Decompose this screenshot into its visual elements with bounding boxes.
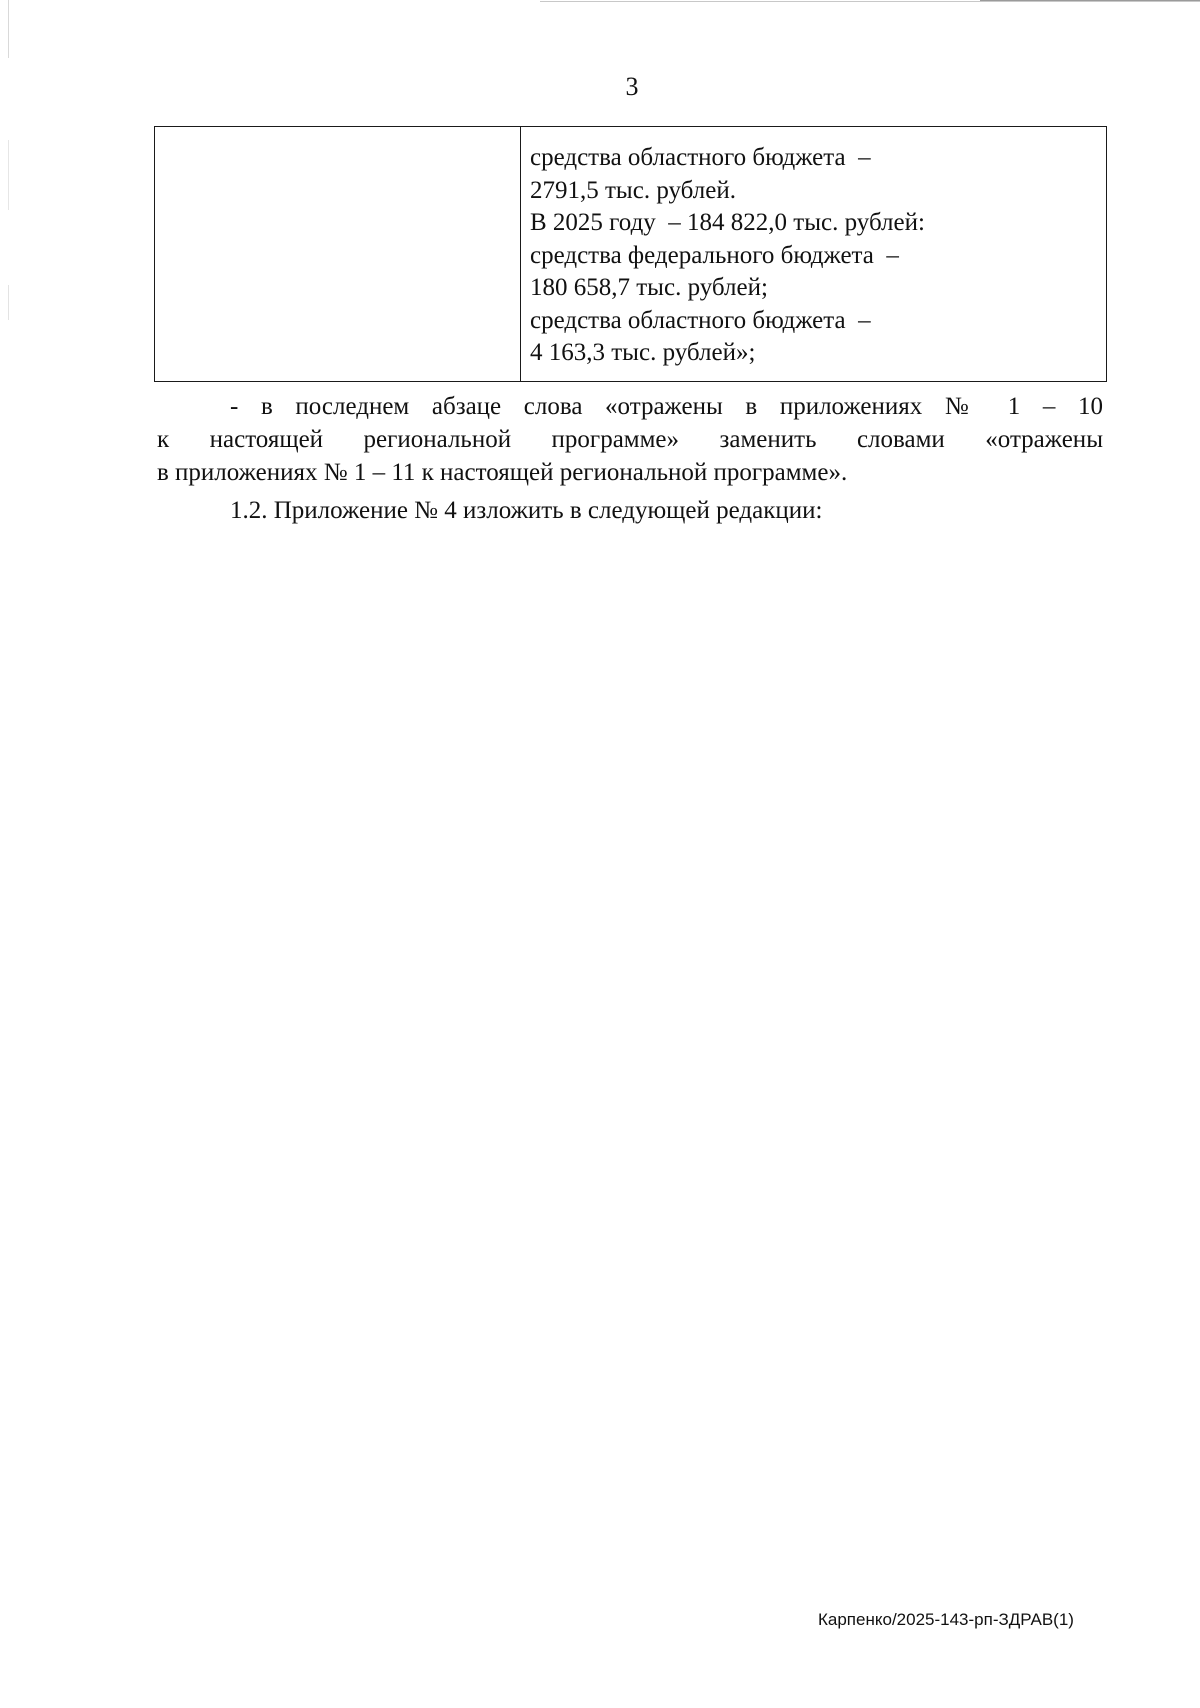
paragraph-line: к настоящей региональной программе» заменить словами «отражены <box>157 426 1103 453</box>
scan-artifact-edge <box>8 140 9 210</box>
item-paragraph: 1.2. Приложение № 4 изложить в следующей редакции: <box>230 497 823 524</box>
table-row <box>155 127 1107 382</box>
funding-line: 180 658,7 тыс. рублей; <box>530 274 768 301</box>
funding-line: средства областного бюджета – <box>530 306 871 334</box>
amendment-paragraph <box>157 390 1103 489</box>
budget-table <box>154 126 1107 382</box>
funding-line: средства федерального бюджета – <box>530 241 899 269</box>
paragraph-line: в приложениях № 1 – 11 к настоящей региональной программе». <box>157 459 848 486</box>
table-cell-empty <box>155 127 521 382</box>
funding-line: 2791,5 тыс. рублей. <box>530 176 736 204</box>
table-cell-funding <box>521 127 1107 382</box>
scan-artifact-edge <box>8 0 9 58</box>
scan-artifact-line <box>540 1 1200 2</box>
funding-line: 4 163,3 тыс. рублей»; <box>530 339 756 366</box>
scan-artifact-line <box>980 0 1200 1</box>
document-footer-code: Карпенко/2025-143-рп-ЗДРАВ(1) <box>818 1610 1074 1629</box>
scan-artifact-edge <box>8 285 9 320</box>
funding-lines <box>521 127 1106 370</box>
funding-line: В 2025 году – 184 822,0 тыс. рублей: <box>530 209 925 236</box>
funding-line: средства областного бюджета – <box>530 144 871 171</box>
paragraph-line: - в последнем абзаце слова «отражены в приложениях № 1 – 10 <box>230 393 1103 420</box>
page-number: 3 <box>625 72 639 101</box>
